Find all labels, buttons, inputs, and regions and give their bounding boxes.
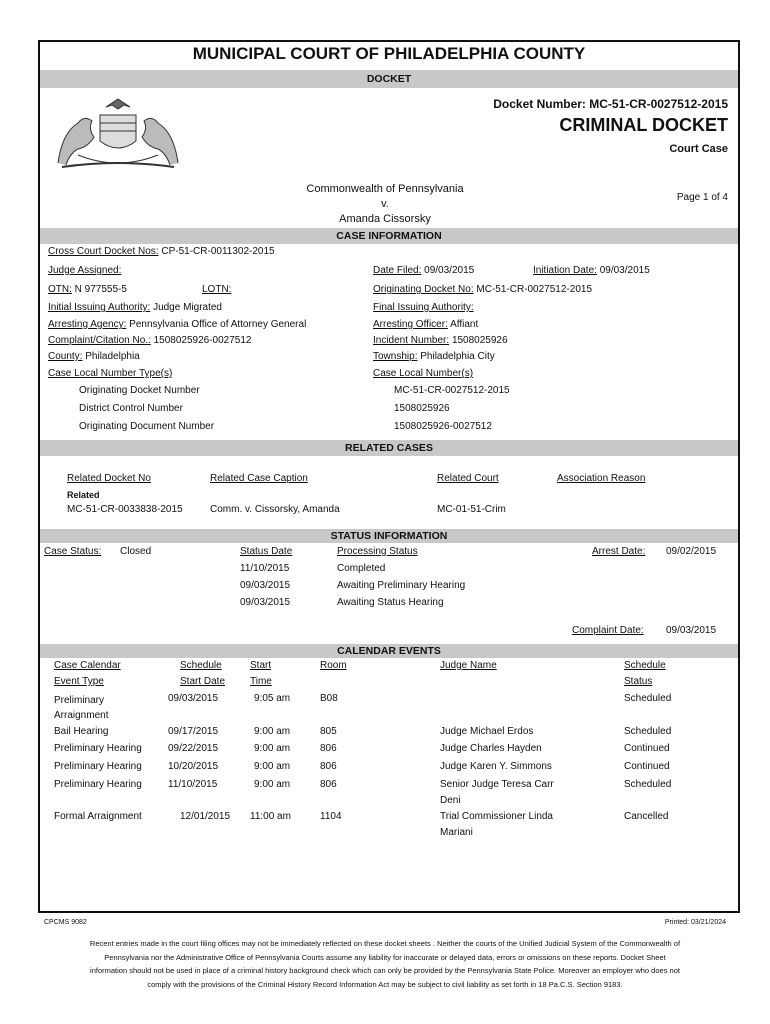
event-3-type: Preliminary Hearing [54, 743, 142, 754]
otn-value: N 977555-5 [74, 284, 127, 295]
judge-assigned-label: Judge Assigned: [48, 265, 122, 276]
otn-label: OTN: [48, 284, 72, 295]
cal-header-room: Room [320, 660, 347, 671]
status-row-3-status: Awaiting Status Hearing [337, 597, 444, 608]
initial-authority-value: Judge Migrated [153, 302, 222, 313]
cal-header-start-1: Start [250, 660, 272, 671]
initiation-date-row [533, 265, 650, 276]
association-reason-header: Association Reason [557, 473, 646, 484]
arresting-agency-row [48, 319, 306, 330]
local-number-1: MC-51-CR-0027512-2015 [394, 385, 510, 396]
cross-court-label: Cross Court Docket Nos: [48, 246, 159, 257]
related-court-value: MC-01-51-Crim [437, 504, 506, 515]
court-title: MUNICIPAL COURT OF PHILADELPHIA COUNTY [192, 44, 586, 63]
case-kind: Court Case [669, 143, 728, 155]
event-5-status: Scheduled [624, 779, 672, 790]
cal-header-judge: Judge Name [440, 660, 497, 671]
form-id: CPCMS 9082 [44, 919, 87, 926]
caption-defendant: Amanda Cissorsky [339, 213, 431, 225]
final-authority-label: Final Issuing Authority: [373, 302, 474, 313]
event-3-status: Continued [624, 743, 670, 754]
case-information-band: CASE INFORMATION [40, 228, 738, 244]
local-number-3: 1508025926-0027512 [394, 421, 492, 432]
arrest-date-value: 09/02/2015 [666, 546, 717, 557]
status-row-3-date: 09/03/2015 [240, 597, 291, 608]
event-1-date: 09/03/2015 [168, 693, 219, 704]
status-row-1-status: Completed [337, 563, 386, 574]
event-2-judge: Judge Michael Erdos [440, 726, 534, 737]
event-5-judge-cont: Deni [440, 795, 461, 806]
event-1-time: 9:05 am [254, 693, 291, 704]
township-value: Philadelphia City [420, 351, 495, 362]
event-1-type: Preliminary [54, 695, 105, 706]
event-6-status: Cancelled [624, 811, 669, 822]
cal-header-sched-2: Start Date [180, 676, 226, 687]
event-5-room: 806 [320, 779, 337, 790]
docket-type: CRIMINAL DOCKET [559, 115, 728, 135]
event-5-judge: Senior Judge Teresa Carr [440, 779, 554, 790]
arresting-officer-value: Affiant [450, 319, 479, 330]
township-row [373, 351, 495, 362]
page-indicator: Page 1 of 4 [676, 192, 728, 203]
related-docket-header: Related Docket No [67, 473, 151, 484]
cal-header-status-2: Status [624, 676, 653, 687]
local-number-type-label: Case Local Number Type(s) [48, 368, 173, 379]
event-4-date: 10/20/2015 [168, 761, 219, 772]
related-caption-header: Related Case Caption [210, 473, 308, 484]
status-row-2-status: Awaiting Preliminary Hearing [337, 580, 466, 591]
status-row-1-date: 11/10/2015 [240, 563, 290, 574]
event-1-status: Scheduled [624, 693, 672, 704]
initiation-date-label: Initiation Date: [533, 265, 597, 276]
local-number-label: Case Local Number(s) [373, 368, 474, 379]
event-4-time: 9:00 am [254, 761, 291, 772]
county-value: Philadelphia [85, 351, 140, 362]
date-filed-label: Date Filed: [373, 265, 422, 276]
cross-court-value: CP-51-CR-0011302-2015 [161, 246, 275, 257]
local-number-2: 1508025926 [394, 403, 450, 414]
complaint-date-value: 09/03/2015 [666, 625, 717, 636]
event-6-type: Formal Arraignment [54, 811, 142, 822]
incident-label: Incident Number: [373, 335, 450, 346]
event-3-date: 09/22/2015 [168, 743, 219, 754]
county-label: County: [48, 351, 83, 362]
event-1-room: B08 [320, 693, 338, 704]
initial-authority-label: Initial Issuing Authority: [48, 302, 151, 313]
event-4-status: Continued [624, 761, 670, 772]
complaint-value: 1508025926-0027512 [153, 335, 252, 346]
related-court-header: Related Court [437, 473, 499, 484]
event-3-room: 806 [320, 743, 337, 754]
event-5-date: 11/10/2015 [168, 779, 218, 790]
lotn-label: LOTN: [202, 284, 232, 295]
docket-band: DOCKET [40, 70, 738, 88]
arresting-agency-value: Pennsylvania Office of Attorney General [129, 319, 307, 330]
cal-header-event-1: Case Calendar [54, 660, 121, 671]
arresting-agency-label: Arresting Agency: [48, 319, 127, 330]
event-1-type-cont: Arraignment [54, 710, 109, 721]
cal-header-sched-1: Schedule [180, 660, 222, 671]
cal-header-event-2: Event Type [54, 676, 104, 687]
originating-docket-row [373, 284, 592, 295]
initial-authority-row [48, 302, 222, 313]
event-5-time: 9:00 am [254, 779, 291, 790]
date-filed-value: 09/03/2015 [424, 265, 475, 276]
event-2-status: Scheduled [624, 726, 672, 737]
related-cases-band: RELATED CASES [40, 440, 738, 456]
disclaimer-notice: Recent entries made in the court filing offices may not be immediately reflected on these docket sheets . Neither the courts of the Unified Judicial System of the Commonwealth of Pennsylvania nor the Administrative Office of Pennsylvania Courts assume any liability for inaccurate or delayed data, errors or omissions on these reports. Docket Sheet information should not be used in place of a criminal history background check which can only be provided by the Pennsylvania State Police. Moreover an employer who does not comply with the provisions of the Criminal History Record Information Act may be subject to civil liability as set forth in 18 Pa.C.S. Section 9183. [89, 939, 681, 989]
event-2-date: 09/17/2015 [168, 726, 219, 737]
calendar-events-band: CALENDAR EVENTS [40, 644, 738, 658]
related-caption-value: Comm. v. Cissorsky, Amanda [210, 504, 340, 515]
event-4-room: 806 [320, 761, 337, 772]
event-6-judge: Trial Commissioner Linda [440, 811, 553, 822]
initiation-date-value: 09/03/2015 [599, 265, 650, 276]
originating-docket-value: MC-51-CR-0027512-2015 [476, 284, 593, 295]
event-4-judge: Judge Karen Y. Simmons [440, 761, 552, 772]
county-row [48, 351, 140, 362]
event-3-time: 9:00 am [254, 743, 291, 754]
event-6-date: 12/01/2015 [180, 811, 231, 822]
printed-date: Printed: 03/21/2024 [664, 919, 726, 926]
status-date-header: Status Date [240, 546, 293, 557]
arrest-date-label: Arrest Date: [592, 546, 646, 557]
case-status-value: Closed [120, 546, 152, 557]
event-5-type: Preliminary Hearing [54, 779, 142, 790]
docket-number: Docket Number: MC-51-CR-0027512-2015 [493, 97, 728, 111]
township-label: Township: [373, 351, 418, 362]
case-status-label: Case Status: [44, 546, 102, 557]
arresting-officer-label: Arresting Officer: [373, 319, 448, 330]
otn-row [48, 284, 127, 295]
event-6-room: 1104 [320, 811, 342, 822]
incident-value: 1508025926 [451, 335, 508, 346]
cal-header-start-2: Time [250, 676, 272, 687]
local-type-3: Originating Document Number [79, 421, 215, 432]
local-type-2: District Control Number [79, 403, 183, 414]
cross-court-row [48, 246, 275, 257]
event-2-time: 9:00 am [254, 726, 291, 737]
coat-of-arms-icon [48, 93, 188, 173]
complaint-label: Complaint/Citation No.: [48, 335, 151, 346]
complaint-date-label: Complaint Date: [572, 625, 644, 636]
caption-versus: v. [381, 198, 389, 210]
local-type-1: Originating Docket Number [79, 385, 200, 396]
originating-docket-label: Originating Docket No: [373, 284, 474, 295]
complaint-row [48, 335, 252, 346]
event-3-judge: Judge Charles Hayden [440, 743, 542, 754]
related-group-label: Related [67, 490, 100, 500]
event-2-type: Bail Hearing [54, 726, 109, 737]
date-filed-row [373, 265, 474, 276]
arresting-officer-row [373, 319, 478, 330]
status-row-2-date: 09/03/2015 [240, 580, 291, 591]
event-2-room: 805 [320, 726, 337, 737]
event-6-time: 11:00 am [250, 811, 291, 822]
processing-status-header: Processing Status [337, 546, 418, 557]
cal-header-status-1: Schedule [624, 660, 666, 671]
related-docket-value: MC-51-CR-0033838-2015 [67, 504, 183, 515]
status-information-band: STATUS INFORMATION [40, 529, 738, 543]
event-4-type: Preliminary Hearing [54, 761, 142, 772]
caption-plaintiff: Commonwealth of Pennsylvania [306, 183, 464, 195]
incident-row [373, 335, 508, 346]
event-6-judge-cont: Mariani [440, 827, 473, 838]
